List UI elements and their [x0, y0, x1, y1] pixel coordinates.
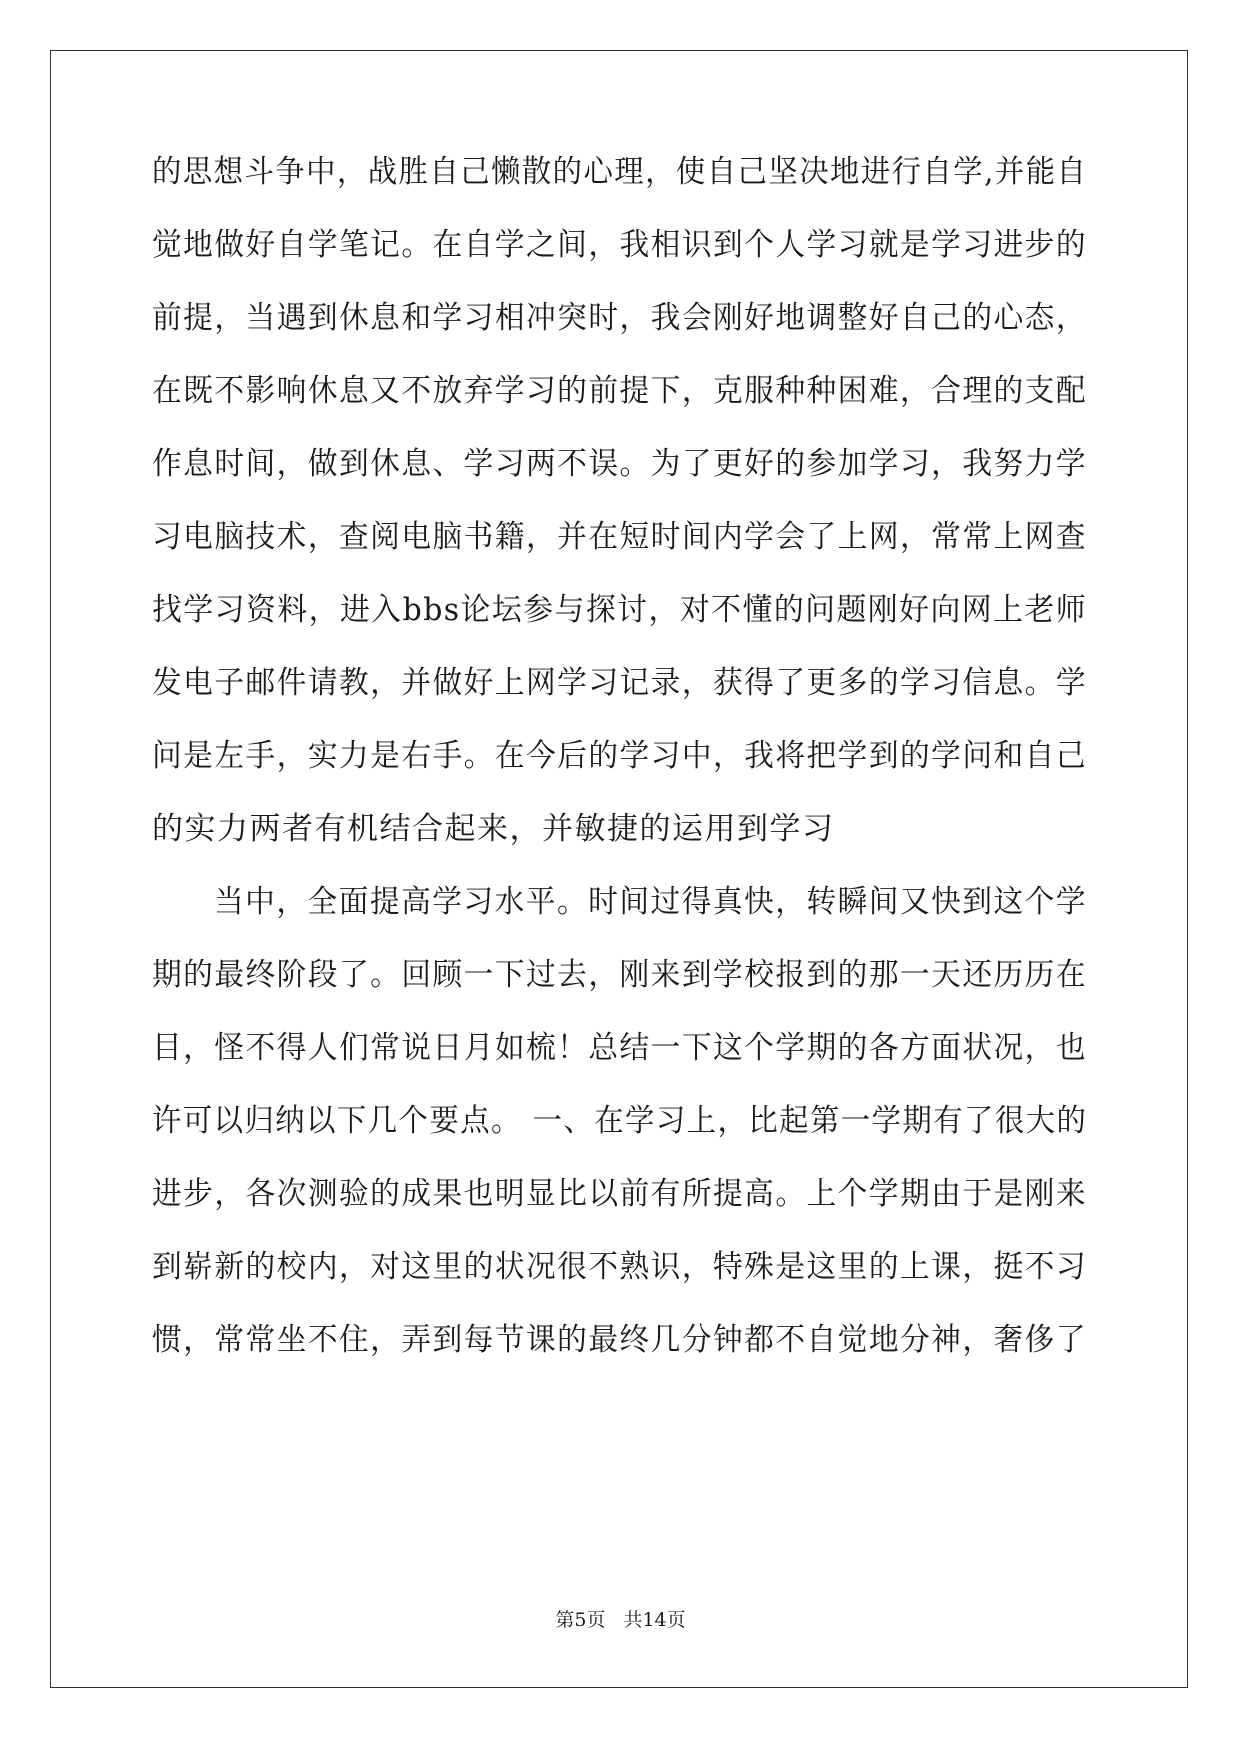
text-line: 的思想斗争中，战胜自己懒散的心理，使自己坚决地进行自学,并能自 [152, 154, 1088, 190]
text-line: 惯，常常坐不住，弄到每节课的最终几分钟都不自觉地分神，奢侈了 [152, 1322, 1087, 1358]
text-line: 进步，各次测验的成果也明显比以前有所提高。上个学期由于是刚来 [152, 1176, 1087, 1212]
page-footer [0, 1608, 1241, 1632]
text-line: 目，怪不得人们常说日月如梳！总结一下这个学期的各方面状况，也 [152, 1030, 1087, 1066]
text-line: 找学习资料，进入bbs论坛参与探讨，对不懂的问题刚好向网上老师 [152, 592, 1088, 628]
text-line: 期的最终阶段了。回顾一下过去，刚来到学校报到的那一天还历历在 [152, 957, 1087, 993]
text-line: 觉地做好自学笔记。在自学之间，我相识到个人学习就是学习进步的 [152, 227, 1087, 263]
text-line-indented: 当中，全面提高学习水平。时间过得真快，转瞬间又快到这个学 [214, 884, 1087, 920]
text-line: 发电子邮件请教，并做好上网学习记录，获得了更多的学习信息。学 [152, 665, 1087, 701]
text-line: 作息时间，做到休息、学习两不误。为了更好的参加学习，我努力学 [152, 446, 1087, 482]
text-line: 的实力两者有机结合起来，并敏捷的运用到学习 [152, 811, 835, 847]
text-line: 在既不影响休息又不放弃学习的前提下，克服种种困难，合理的支配 [152, 373, 1087, 409]
text-line: 习电脑技术，查阅电脑书籍，并在短时间内学会了上网，常常上网查 [152, 519, 1087, 555]
text-line: 问是左手，实力是右手。在今后的学习中，我将把学到的学问和自己 [152, 738, 1087, 774]
text-line: 到崭新的校内，对这里的状况很不熟识，特殊是这里的上课，挺不习 [152, 1249, 1087, 1285]
page-number: 第5页 [555, 1609, 606, 1631]
text-line: 前提，当遇到休息和学习相冲突时，我会刚好地调整好自己的心态， [152, 300, 1087, 336]
page-total: 共14页 [623, 1609, 686, 1631]
text-line: 许可以归纳以下几个要点。 一、在学习上，比起第一学期有了很大的 [152, 1103, 1088, 1139]
